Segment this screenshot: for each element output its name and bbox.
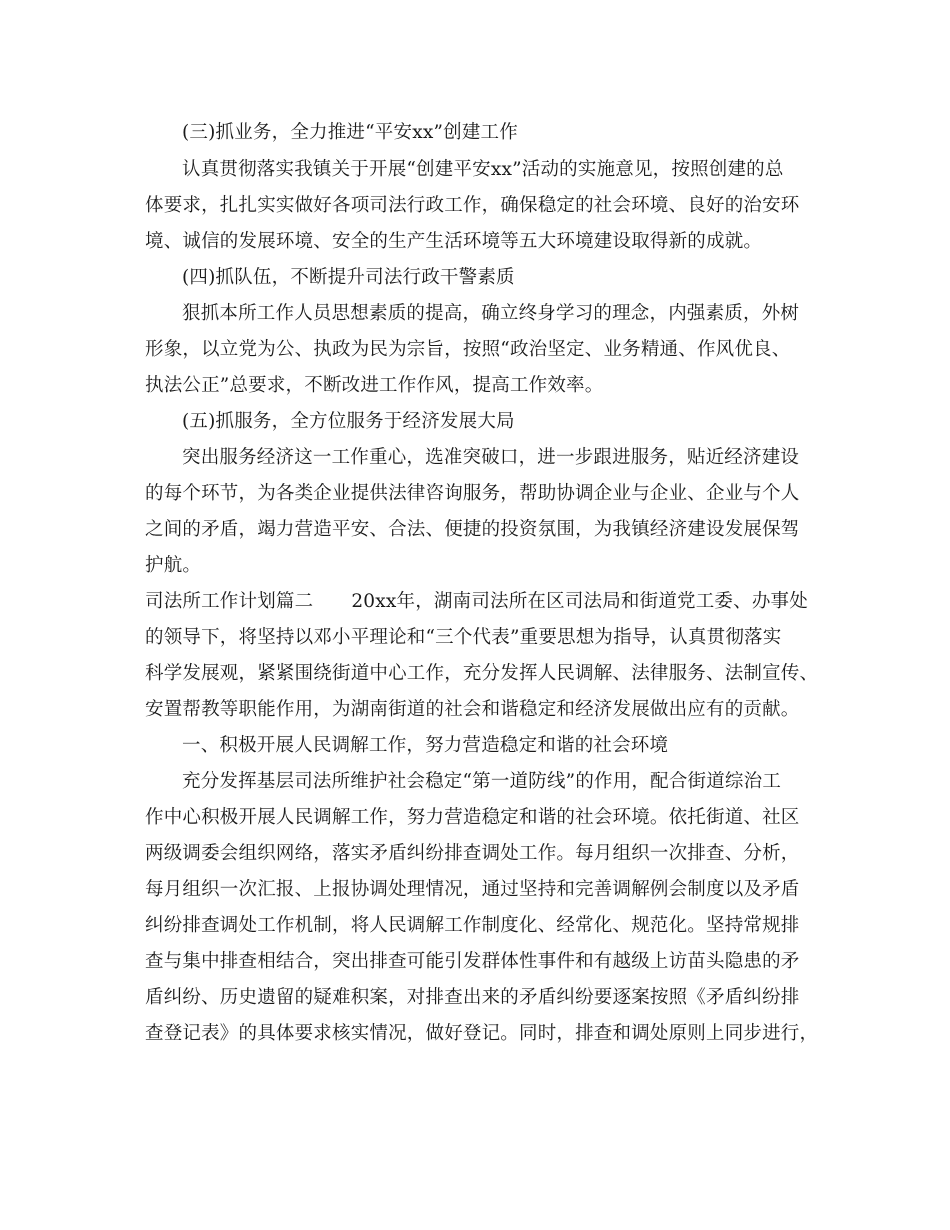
paragraph-line: 突出服务经济这一工作重心，选准突破口，进一步跟进服务，贴近经济建设 bbox=[182, 447, 800, 468]
paragraph-line: 的领导下，将坚持以邓小平理论和“三个代表”重要思想为指导，认真贯彻落实 bbox=[145, 627, 782, 648]
paragraph-start: 20xx年，湖南司法所在区司法局和街道党工委、办事处 bbox=[351, 591, 808, 612]
paragraph-line: 护航。 bbox=[145, 555, 202, 576]
paragraph-line: 充分发挥基层司法所维护社会稳定“第一道防线”的作用，配合街道综治工 bbox=[182, 771, 782, 792]
paragraph-line: 科学发展观，紧紧围绕街道中心工作，充分发挥人民调解、法律服务、法制宣传、 bbox=[145, 663, 819, 684]
paragraph-line: 查登记表》的具体要求核实情况，做好登记。同时，排查和调处原则上同步进行， bbox=[145, 1023, 819, 1044]
section-heading-5: (五)抓服务，全方位服务于经济发展大局 bbox=[182, 411, 515, 432]
section-heading-3: (三)抓业务，全力推进“平安xx”创建工作 bbox=[182, 122, 518, 143]
section-heading-1: 一、积极开展人民调解工作，努力营造稳定和谐的社会环境 bbox=[182, 735, 669, 756]
paragraph-line: 执法公正”总要求，不断改进工作作风，提高工作效率。 bbox=[145, 375, 604, 396]
paragraph-line: 纠纷排查调处工作机制，将人民调解工作制度化、经常化、规范化。坚持常规排 bbox=[145, 915, 800, 936]
paragraph-line: 盾纠纷、历史遗留的疑难积案，对排查出来的矛盾纠纷要逐案按照《矛盾纠纷排 bbox=[145, 987, 800, 1008]
paragraph-line: 查与集中排查相结合，突出排查可能引发群体性事件和有越级上访苗头隐患的矛 bbox=[145, 951, 800, 972]
paragraph-line: 之间的矛盾，竭力营造平安、合法、便捷的投资氛围，为我镇经济建设发展保驾 bbox=[145, 519, 800, 540]
paragraph-line: 认真贯彻落实我镇关于开展“创建平安xx”活动的实施意见，按照创建的总 bbox=[182, 159, 784, 180]
paragraph-line: 境、诚信的发展环境、安全的生产生活环境等五大环境建设取得新的成就。 bbox=[145, 231, 763, 252]
section-title: 司法所工作计划篇二 bbox=[145, 591, 314, 612]
paragraph-line: 安置帮教等职能作用，为湖南街道的社会和谐稳定和经济发展做出应有的贡献。 bbox=[145, 699, 800, 720]
section-title-line bbox=[145, 590, 815, 614]
paragraph-line: 的每个环节，为各类企业提供法律咨询服务，帮助协调企业与企业、企业与个人 bbox=[145, 483, 800, 504]
paragraph-line: 狠抓本所工作人员思想素质的提高，确立终身学习的理念，内强素质，外树 bbox=[182, 303, 800, 324]
section-heading-4: (四)抓队伍，不断提升司法行政干警素质 bbox=[182, 267, 515, 288]
paragraph-line: 每月组织一次汇报、上报协调处理情况，通过坚持和完善调解例会制度以及矛盾 bbox=[145, 879, 800, 900]
paragraph-line: 两级调委会组织网络，落实矛盾纠纷排查调处工作。每月组织一次排查、分析， bbox=[145, 843, 800, 864]
paragraph-line: 形象，以立党为公、执政为民为宗旨，按照“政治坚定、业务精通、作风优良、 bbox=[145, 339, 791, 360]
paragraph-line: 作中心积极开展人民调解工作，努力营造稳定和谐的社会环境。依托街道、社区 bbox=[145, 807, 800, 828]
paragraph-line: 体要求，扎扎实实做好各项司法行政工作，确保稳定的社会环境、良好的治安环 bbox=[145, 195, 800, 216]
